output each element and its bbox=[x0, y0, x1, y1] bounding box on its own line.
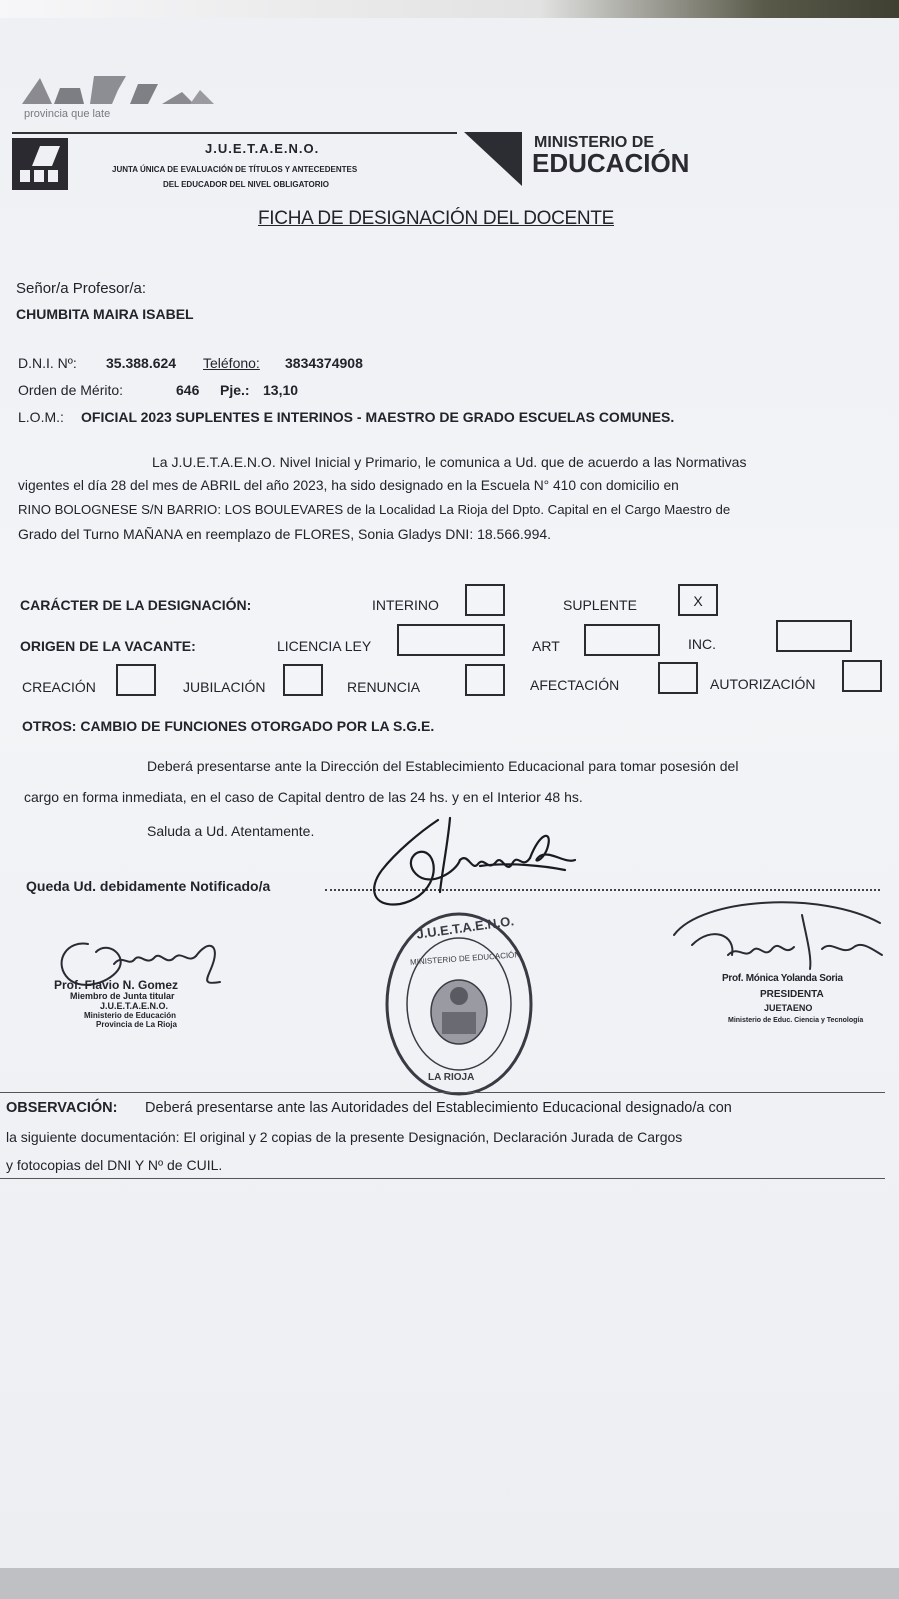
ministry-line1: MINISTERIO DE bbox=[534, 134, 655, 151]
suplente-label: SUPLENTE bbox=[563, 597, 637, 613]
seal-ring-text: MINISTERIO DE EDUCACIÓN bbox=[409, 950, 521, 967]
suplente-x-mark: X bbox=[693, 593, 703, 609]
jubilacion-checkbox bbox=[283, 664, 323, 696]
official-seal bbox=[384, 912, 534, 1097]
score-label: Pje.: bbox=[220, 382, 250, 398]
phone-label: Teléfono: bbox=[203, 355, 260, 371]
phone-value: 3834374908 bbox=[285, 355, 363, 371]
teacher-signature bbox=[360, 812, 580, 912]
seal-bottom-text: LA RIOJA bbox=[428, 1072, 475, 1083]
renuncia-checkbox bbox=[465, 664, 505, 696]
right-official-role1: PRESIDENTA bbox=[760, 989, 824, 1000]
right-official-name: Prof. Mónica Yolanda Soria bbox=[722, 973, 843, 984]
left-official-role3: Ministerio de Educación bbox=[84, 1011, 177, 1020]
org-full-name-line1: JUNTA ÚNICA DE EVALUACIÓN DE TÍTULOS Y ANTECEDENTES bbox=[112, 165, 358, 174]
left-official-role4: Provincia de La Rioja bbox=[96, 1020, 177, 1029]
art-label: ART bbox=[532, 638, 560, 654]
renuncia-label: RENUNCIA bbox=[347, 679, 421, 695]
notified-label: Queda Ud. debidamente Notificado/a bbox=[26, 878, 271, 894]
ministry-line2: EDUCACIÓN bbox=[532, 148, 690, 178]
province-tagline: provincia que late bbox=[24, 108, 111, 120]
autorizacion-checkbox bbox=[842, 660, 882, 692]
observation-line1: Deberá presentarse ante las Autoridades del Establecimiento Educacional designado/a con bbox=[145, 1100, 732, 1116]
body-line4: Grado del Turno MAÑANA en reemplazo de FLORES, Sonia Gladys DNI: 18.566.994. bbox=[18, 526, 552, 542]
observation-label: OBSERVACIÓN: bbox=[6, 1100, 118, 1116]
creacion-label: CREACIÓN bbox=[22, 679, 96, 695]
body-line2: vigentes el día 28 del mes de ABRIL del año 2023, ha sido designado en la Escuela N° 410 con domicilio en bbox=[18, 478, 679, 493]
lom-value: OFICIAL 2023 SUPLENTES E INTERINOS - MAESTRO DE GRADO ESCUELAS COMUNES. bbox=[81, 409, 675, 425]
header-rule bbox=[12, 132, 457, 134]
merit-label: Orden de Mérito: bbox=[18, 382, 124, 398]
jubilacion-label: JUBILACIÓN bbox=[183, 679, 266, 695]
dni-value: 35.388.624 bbox=[106, 355, 177, 371]
greeting: Saluda a Ud. Atentamente. bbox=[147, 823, 315, 839]
body-line3: RINO BOLOGNESE S/N BARRIO: LOS BOULEVARES de la Localidad La Rioja del Dpto. Capital en el Cargo Maestro de bbox=[18, 502, 731, 517]
interino-checkbox bbox=[465, 584, 505, 616]
right-official-role2: JUETAENO bbox=[764, 1003, 813, 1013]
left-official-name: Prof. Flavio N. Gomez bbox=[54, 978, 179, 992]
left-official-role2: J.U.E.T.A.E.N.O. bbox=[100, 1001, 169, 1011]
ministry-logo-mark bbox=[464, 132, 524, 188]
interino-label: INTERINO bbox=[372, 597, 439, 613]
present-line1: Deberá presentarse ante la Dirección del Establecimiento Educacional para tomar posesión del bbox=[147, 758, 739, 774]
salutation: Señor/a Profesor/a: bbox=[16, 280, 147, 297]
afectacion-label: AFECTACIÓN bbox=[530, 677, 620, 693]
autorizacion-label: AUTORIZACIÓN bbox=[710, 676, 816, 692]
org-full-name-line2: DEL EDUCADOR DEL NIVEL OBLIGATORIO bbox=[163, 180, 329, 189]
licencia-field bbox=[397, 624, 505, 656]
art-field bbox=[584, 624, 660, 656]
seal-top-text: J.U.E.T.A.E.N.O. bbox=[415, 913, 515, 942]
character-label: CARÁCTER DE LA DESIGNACIÓN: bbox=[20, 597, 252, 613]
teacher-name: CHUMBITA MAIRA ISABEL bbox=[16, 306, 194, 322]
photo-top-edge bbox=[0, 0, 899, 18]
observation-top-rule bbox=[0, 1092, 885, 1093]
right-official-role3: Ministerio de Educ. Ciencia y Tecnología bbox=[728, 1017, 864, 1024]
inc-label: INC. bbox=[688, 636, 716, 652]
present-line2: cargo en forma inmediata, en el caso de Capital dentro de las 24 hs. y en el Interior 48 hs. bbox=[24, 789, 583, 805]
origin-label: ORIGEN DE LA VACANTE: bbox=[20, 638, 196, 654]
observation-line2: la siguiente documentación: El original y 2 copias de la presente Designación, Declaración Jurada de Cargos bbox=[6, 1129, 683, 1145]
merit-value: 646 bbox=[176, 382, 200, 398]
licencia-label: LICENCIA LEY bbox=[277, 638, 372, 654]
la-rioja-logo bbox=[22, 72, 217, 124]
juetaeno-logo-icon bbox=[12, 138, 68, 190]
document-title: FICHA DE DESIGNACIÓN DEL DOCENTE bbox=[258, 208, 615, 229]
afectacion-checkbox bbox=[658, 662, 698, 694]
org-acronym: J.U.E.T.A.E.N.O. bbox=[205, 141, 320, 156]
right-official-signature bbox=[672, 895, 887, 1045]
left-official-signature bbox=[48, 930, 248, 1035]
observation-bottom-rule bbox=[0, 1178, 885, 1179]
body-line1: La J.U.E.T.A.E.N.O. Nivel Inicial y Primario, le comunica a Ud. que de acuerdo a las Normativas bbox=[152, 454, 747, 470]
dni-label: D.N.I. Nº: bbox=[18, 355, 77, 371]
score-value: 13,10 bbox=[263, 382, 299, 398]
inc-field bbox=[776, 620, 852, 652]
lom-label: L.O.M.: bbox=[18, 409, 64, 425]
observation-line3: y fotocopias del DNI Y Nº de CUIL. bbox=[6, 1157, 223, 1173]
creacion-checkbox bbox=[116, 664, 156, 696]
left-official-role1: Miembro de Junta titular bbox=[70, 991, 175, 1001]
photo-bottom-edge bbox=[0, 1568, 899, 1599]
otros-text: OTROS: CAMBIO DE FUNCIONES OTORGADO POR LA S.G.E. bbox=[22, 718, 435, 734]
suplente-checkbox bbox=[678, 584, 718, 616]
